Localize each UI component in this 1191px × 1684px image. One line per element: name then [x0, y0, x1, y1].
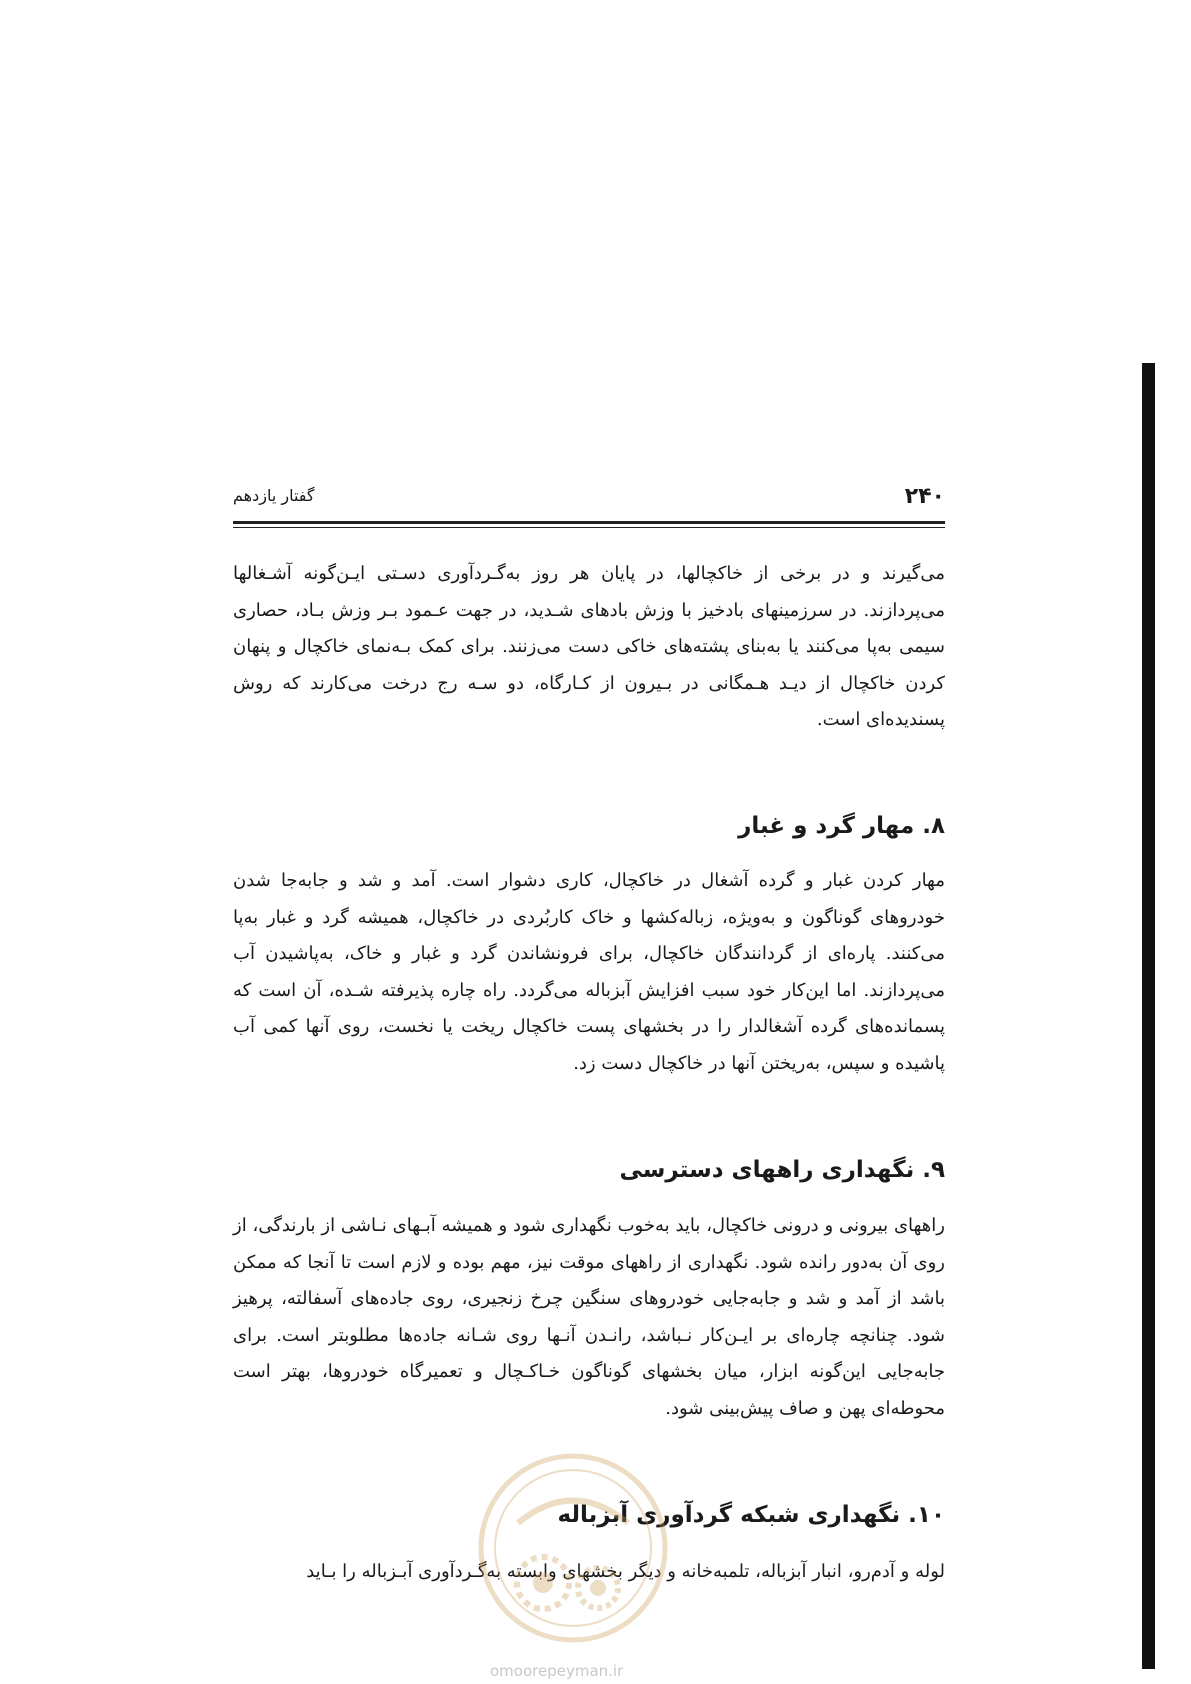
section-paragraph-10: لوله و آدم‌رو، انبار آبزباله، تلمبه‌خانه و دیگر بخشهای وابسته به‌گـردآوری آبـزباله را بـاید: [306, 1561, 945, 1582]
header-rule-thin: [233, 527, 945, 528]
page-number: ۲۴۰: [904, 484, 945, 509]
section-heading-10: ۱۰. نگهداری شبکه گردآوری آبزباله: [557, 1502, 945, 1528]
section-heading-8: ۸. مهار گرد و غبار: [738, 813, 945, 839]
section-paragraph-9: راههای بیرونی و درونی خاکچال، باید به‌خوب نگهداری شود و همیشه آبـهای نـاشی از بارندگی، از روی آن به‌دور رانده شود. نگهداری از راههای موقت نیز، مهم بوده و لازم است تا آنجا که ممکن باشد از آمد و شد و جابه‌جایی خودروهای سنگین چرخ زنجیری، روی جاده‌های آسفالته، پرهیز شود. چنانچه چاره‌ای بر ایـن‌کار نـباشد، رانـدن آنـها روی شـانه جاده‌ها مطلوبتر است. برای جابه‌جایی این‌گونه ابزار، میان بخشهای گوناگون خـاکـچال و تعمیرگاه خودروها، بهتر است محوطه‌ای پهن و صاف پیش‌بینی شود.: [233, 1215, 945, 1419]
watermark-stamp: [473, 1448, 673, 1648]
section-heading-9: ۹. نگهداری راههای دسترسی: [619, 1157, 945, 1183]
running-header: [233, 484, 945, 516]
section-paragraph-8: مهار کردن غبار و گرده آشغال در خاکچال، کاری دشوار است. آمد و شد و جابه‌جا شدن خودروهای گوناگون و به‌ویژه، زباله‌کشها و خاک کاربُردی در خاکچال، همیشه گرد و غبار به‌پا می‌کنند. پاره‌ای از گردانندگان خاکچال، برای فرونشاندن گرد و غبار و خاک، به‌پاشیدن آب می‌پردازند. اما این‌کار خود سبب افزایش آبزباله می‌گردد. راه چاره پذیرفته شـده، آن است که پسمانده‌های گرده آشغالدار را در بخشهای پست خاکچال ریخت یا نخست، روی آنها کمی آب پاشیده و سپس، به‌ریختن آنها در خاکچال دست زد.: [233, 870, 945, 1074]
header-rule-thick: [233, 521, 945, 524]
intro-paragraph: می‌گیرند و در برخی از خاکچالها، در پایان هر روز به‌گـردآوری دسـتی ایـن‌گونه آشـغالها می‌پردازند. در سرزمینهای بادخیز با وزش بادهای شـدید، در جهت عـمود بـر وزش بـاد، حصاری سیمی به‌پا می‌کنند یا به‌بنای پشته‌های خاکی دست می‌زنند. برای کمک بـه‌نمای خاکچال و پنهان کردن خاکچال از دیـد هـمگانی در بـیرون از کـارگاه، دو سـه رج درخت می‌کارند که روش پسندیده‌ای است.: [233, 563, 945, 730]
scan-page-edge: [1142, 363, 1155, 1669]
chapter-title: گفتار یازدهم: [233, 486, 315, 505]
watermark-url: omoorepeyman.ir: [490, 1662, 624, 1680]
